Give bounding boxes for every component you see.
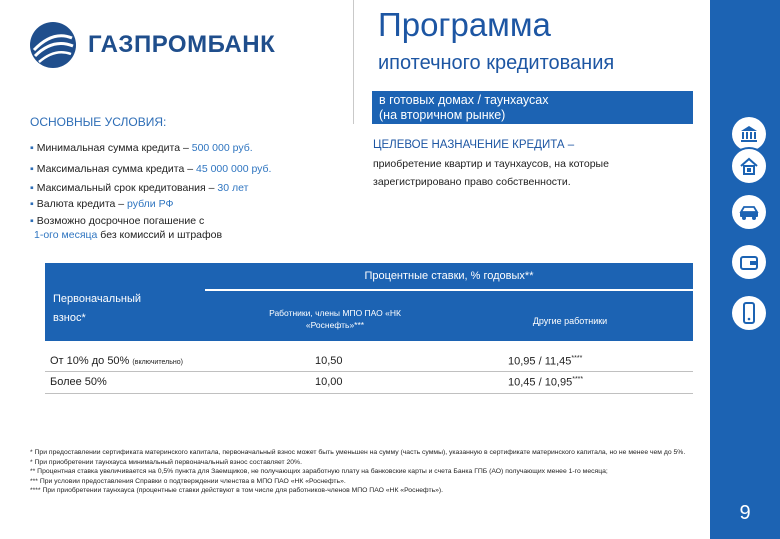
list-item: ▪ Максимальный срок кредитования – 30 лет — [30, 182, 249, 194]
page-subtitle: ипотечного кредитования — [378, 52, 615, 74]
list-item-continued: 1-ого месяца без комиссий и штрафов — [34, 229, 223, 241]
footnote: ** Процентная ставка увеличивается на 0,5% пункта для Заемщиков, не получающих заработную плату на банковские карты и счета Банка ГПБ (АО) получающих менее 1-го месяца; — [30, 468, 608, 476]
page-title: Программа — [378, 6, 551, 43]
row-divider — [45, 371, 693, 372]
car-icon — [732, 195, 766, 229]
list-item: ▪ Возможно досрочное погашение с — [30, 215, 205, 227]
page-number: 9 — [739, 502, 751, 524]
table-cell: 10,50 — [315, 355, 343, 367]
footnote: * При приобретении таунхауса минимальный первоначальный взнос составляет 20%. — [30, 458, 302, 466]
list-item: ▪ Максимальная сумма кредита – 45 000 000 руб. — [30, 163, 272, 175]
downpayment-header-line1: Первоначальный — [53, 293, 142, 305]
list-item: ▪ Валюта кредита – рубли РФ — [30, 198, 174, 210]
footnote: **** При приобретении таунхауса (процентные ставки действуют в том числе для работников-членов МПО ПАО «НК «Роснефть»). — [30, 487, 444, 495]
purpose-heading: ЦЕЛЕВОЕ НАЗНАЧЕНИЕ КРЕДИТА – — [373, 139, 575, 151]
house-icon — [730, 147, 768, 185]
rates-header: Процентные ставки, % годовых** — [205, 263, 693, 289]
footnote: * При предоставлении сертификата материнского капитала, первоначальный взнос может быть уменьшен на сумму (часть суммы), указанную в сертификате материнского капитала, но не менее чем до 5%. — [30, 449, 686, 456]
list-item: ▪ Минимальная сумма кредита – 500 000 руб. — [30, 142, 253, 154]
downpayment-header-line2: взнос* — [53, 312, 86, 324]
footnote: *** При условии предоставления Справки о подтверждении членства в МПО ПАО «НК «Роснефть». — [30, 477, 346, 485]
table-cell: 10,00 — [315, 376, 343, 388]
wallet-icon — [732, 245, 766, 279]
col-header-other: Другие работники — [532, 316, 608, 326]
table-row-label: Более 50% — [50, 376, 107, 388]
sidebar — [710, 0, 780, 539]
market-tag-line1: в готовых домах / таунхаусах — [379, 93, 549, 107]
market-tag — [372, 91, 693, 124]
downpayment-header — [45, 263, 205, 341]
logo-text: ГАЗПРОМБАНК — [88, 31, 276, 58]
globe-logo-icon — [28, 20, 78, 70]
table-cell: 10,45 / 10,95**** — [508, 376, 584, 389]
purpose-text: приобретение квартир и таунхаусов, на которые зарегистрировано право собственности. — [373, 158, 609, 188]
table-cell: 10,95 / 11,45**** — [508, 355, 583, 368]
bank-icon — [732, 117, 766, 151]
phone-icon — [732, 296, 766, 330]
row-divider — [45, 393, 693, 394]
footnotes — [30, 448, 705, 496]
header-divider — [353, 0, 354, 124]
col-header-rosneft: Работники, члены МПО ПАО «НК «Роснефть»*** — [269, 308, 401, 330]
conditions-heading: ОСНОВНЫЕ УСЛОВИЯ: — [30, 115, 167, 129]
gazprombank-logo — [28, 20, 275, 70]
market-tag-line2: (на вторичном рынке) — [379, 108, 506, 122]
table-row-label: От 10% до 50% (включительно) — [50, 355, 183, 367]
